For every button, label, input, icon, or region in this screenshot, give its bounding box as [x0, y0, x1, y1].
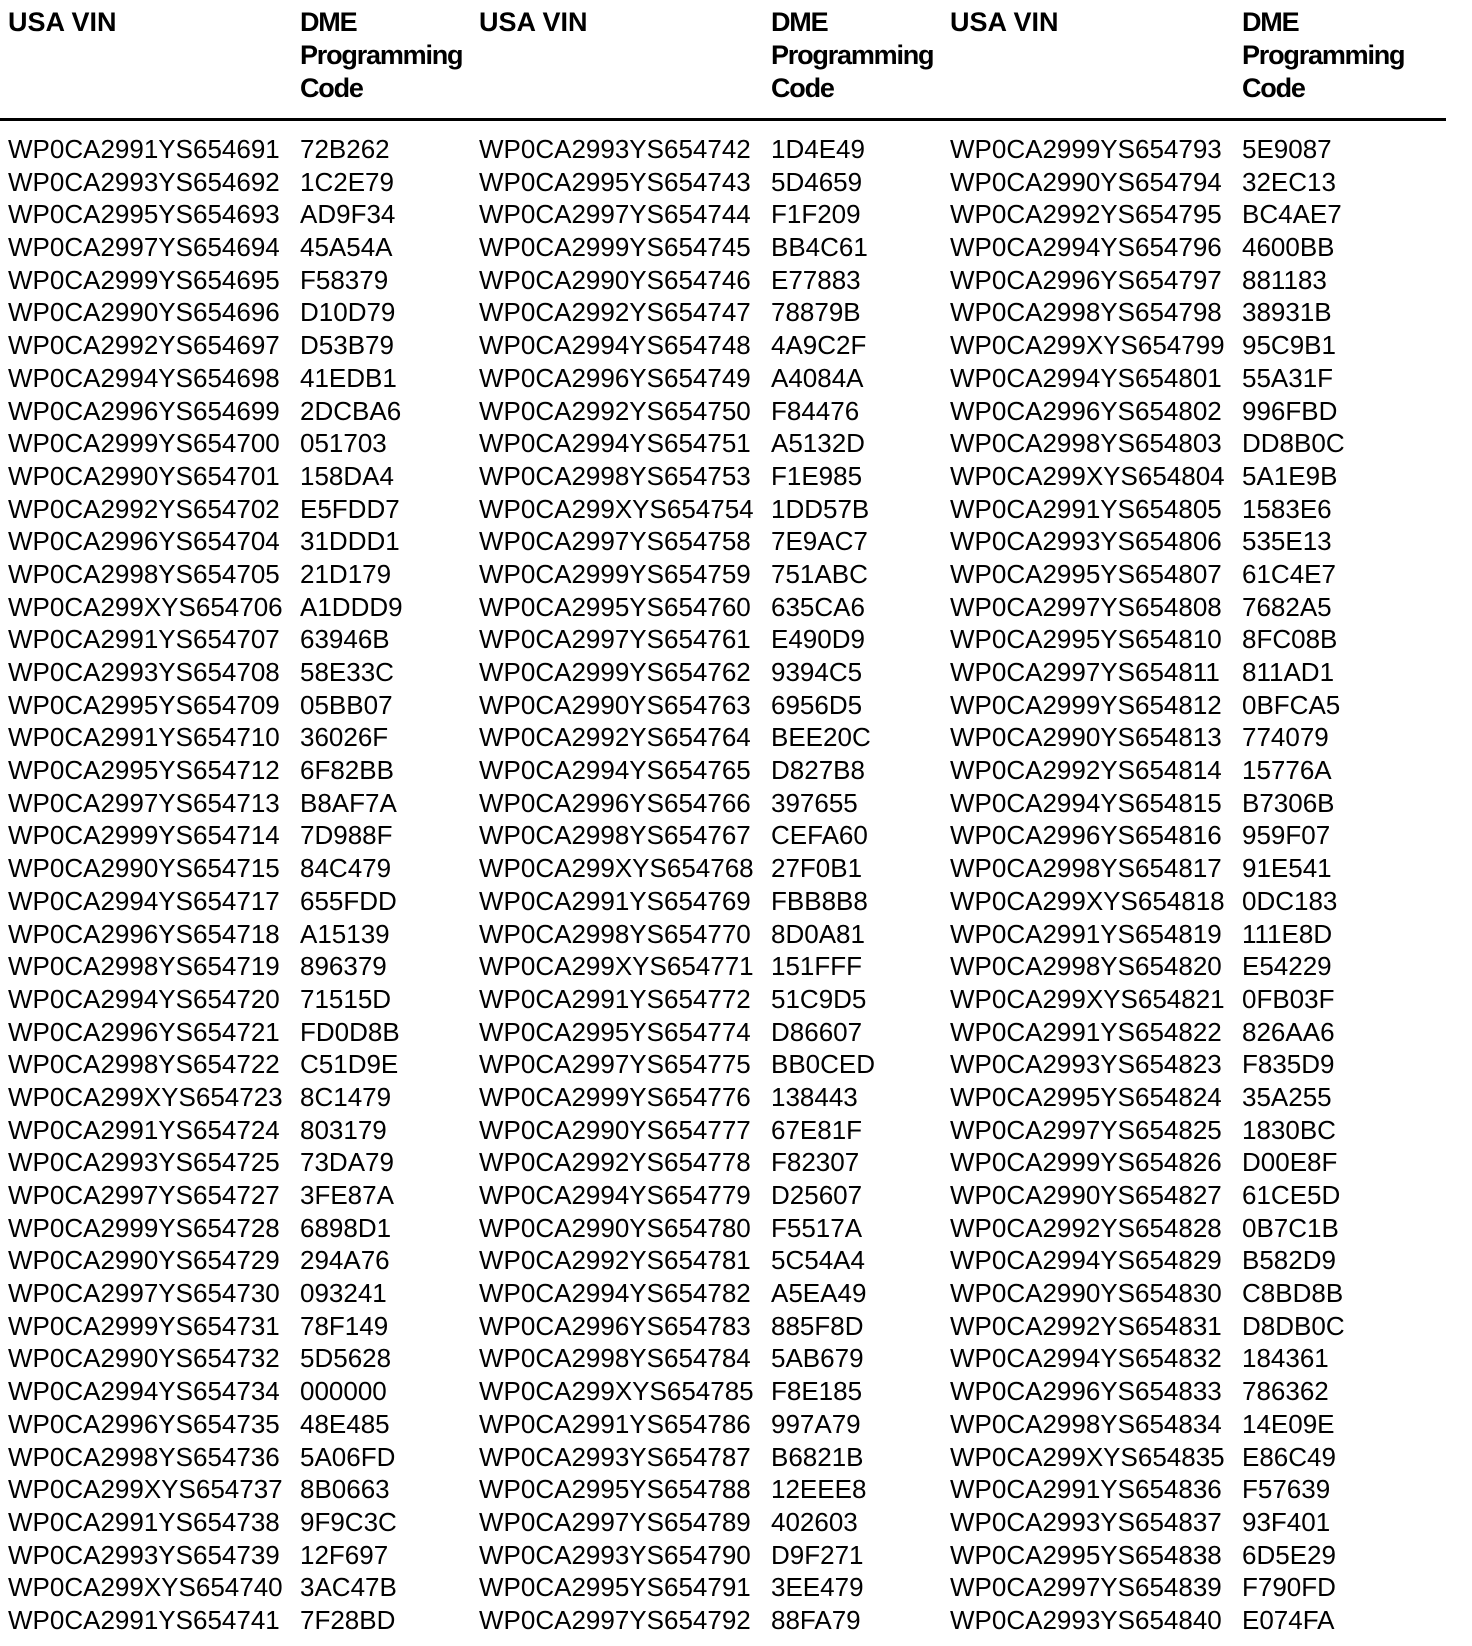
code-cell: 294A76: [300, 1245, 390, 1276]
vin-cell: WP0CA2991YS654738: [8, 1506, 280, 1537]
column-header: [471, 0, 951, 118]
vin-cell: WP0CA2999YS654700: [8, 428, 280, 459]
code-cell: 3FE87A: [300, 1180, 394, 1210]
code-cell: 000000: [300, 1376, 387, 1407]
code-cell: 78879B: [771, 297, 861, 328]
code-cell: BEE20C: [771, 722, 871, 753]
code-cell: DD8B0C: [1242, 428, 1345, 459]
vin-cell: WP0CA2993YS654837: [950, 1506, 1222, 1537]
vin-cell: WP0CA2997YS654825: [950, 1114, 1222, 1145]
column-group-1: [0, 0, 480, 1635]
code-cell: 4600BB: [1242, 232, 1335, 263]
code-cell: D8DB0C: [1242, 1310, 1345, 1341]
vin-cell: WP0CA2996YS654802: [950, 395, 1222, 426]
code-cell: 63946B: [300, 624, 390, 655]
vin-cell: WP0CA2993YS654739: [8, 1539, 280, 1570]
code-cell: D827B8: [771, 755, 865, 786]
header-rule: [0, 118, 1446, 121]
vin-cell: WP0CA2996YS654816: [950, 820, 1222, 851]
vin-cell: WP0CA2995YS654788: [479, 1474, 751, 1505]
code-cell: 73DA79: [300, 1147, 394, 1178]
code-cell: 2DCBA6: [300, 395, 402, 426]
vin-cell: WP0CA2998YS654753: [479, 460, 751, 491]
vin-cell: WP0CA2997YS654839: [950, 1572, 1222, 1603]
vin-cell: WP0CA299XYS654785: [479, 1376, 754, 1407]
code-cell: E54229: [1242, 951, 1332, 982]
vin-cell: WP0CA2992YS654750: [479, 395, 751, 426]
column-header: [942, 0, 1422, 118]
vin-cell: WP0CA2990YS654732: [8, 1343, 280, 1374]
code-cell: F82307: [771, 1147, 860, 1178]
code-cell: 0FB03F: [1242, 983, 1335, 1014]
vin-cell: WP0CA2992YS654697: [8, 330, 280, 361]
vin-cell: WP0CA2990YS654696: [8, 297, 280, 328]
vin-cell: WP0CA2990YS654729: [8, 1245, 280, 1276]
code-cell: C8BD8B: [1242, 1278, 1344, 1309]
vin-cell: WP0CA2997YS654811: [950, 657, 1220, 687]
code-cell: 31DDD1: [300, 526, 400, 557]
vin-cell: WP0CA2999YS654826: [950, 1147, 1222, 1178]
code-cell: 21D179: [300, 558, 392, 589]
vin-cell: WP0CA2995YS654838: [950, 1539, 1222, 1570]
code-cell: 51C9D5: [771, 983, 867, 1014]
vin-cell: WP0CA2995YS654774: [479, 1016, 751, 1047]
code-cell: 61CE5D: [1242, 1180, 1341, 1210]
code-cell: 1DD57B: [771, 493, 870, 524]
code-cell: 111E8D: [1242, 918, 1333, 949]
code-cell: 6898D1: [300, 1212, 392, 1243]
code-cell: 12EEE8: [771, 1474, 867, 1505]
vin-cell: WP0CA2992YS654747: [479, 297, 751, 328]
vin-cell: WP0CA2995YS654824: [950, 1081, 1222, 1112]
vin-cell: WP0CA2993YS654742: [479, 134, 751, 164]
code-cell: 138443: [771, 1081, 858, 1112]
code-cell: A4084A: [771, 362, 864, 393]
vin-cell: WP0CA2996YS654797: [950, 264, 1222, 295]
vin-cell: WP0CA2996YS654783: [479, 1310, 751, 1341]
code-cell: 803179: [300, 1114, 387, 1145]
header-line: Programming: [771, 40, 934, 70]
header-line: Code: [300, 73, 363, 103]
vin-cell: WP0CA2990YS654701: [8, 460, 280, 491]
vin-cell: WP0CA2991YS654691: [8, 134, 280, 164]
vin-cell: WP0CA299XYS654804: [950, 460, 1225, 491]
vin-cell: WP0CA299XYS654723: [8, 1081, 283, 1112]
vin-cell: WP0CA2997YS654808: [950, 591, 1222, 622]
code-cell: 27F0B1: [771, 853, 863, 884]
vin-cell: WP0CA2997YS654792: [479, 1604, 751, 1635]
code-cell: A5EA49: [771, 1278, 867, 1309]
code-cell: 05BB07: [300, 689, 393, 720]
vin-cell: WP0CA2997YS654775: [479, 1049, 751, 1080]
code-cell: BB4C61: [771, 232, 868, 263]
code-cell: E86C49: [1242, 1441, 1336, 1472]
code-cell: 826AA6: [1242, 1016, 1335, 1047]
code-cell: 6956D5: [771, 689, 863, 720]
code-cell: 9F9C3C: [300, 1506, 397, 1537]
code-cell: 7F28BD: [300, 1604, 396, 1635]
header-usa-vin: USA VIN: [479, 7, 588, 37]
code-cell: 635CA6: [771, 591, 865, 622]
code-cell: 61C4E7: [1242, 558, 1336, 589]
code-cell: 48E485: [300, 1408, 390, 1439]
vin-cell: WP0CA2990YS654830: [950, 1278, 1222, 1309]
vin-cell: WP0CA2999YS654762: [479, 657, 751, 687]
vin-cell: WP0CA2994YS654717: [8, 885, 280, 916]
vin-cell: WP0CA2995YS654709: [8, 689, 280, 720]
code-cell: 15776A: [1242, 755, 1332, 786]
vin-cell: WP0CA2998YS654798: [950, 297, 1222, 328]
code-cell: 786362: [1242, 1376, 1329, 1407]
vin-cell: WP0CA2996YS654718: [8, 918, 280, 949]
code-cell: 0DC183: [1242, 885, 1338, 916]
vin-cell: WP0CA299XYS654768: [479, 853, 754, 884]
vin-cell: WP0CA2994YS654720: [8, 983, 280, 1014]
header-usa-vin: USA VIN: [8, 7, 117, 37]
vin-cell: WP0CA2995YS654791: [479, 1572, 751, 1603]
header-usa-vin: USA VIN: [950, 7, 1059, 37]
header-line: DME: [771, 7, 828, 37]
vin-cell: WP0CA2993YS654806: [950, 526, 1222, 557]
vin-cell: WP0CA299XYS654754: [479, 493, 754, 524]
header-line: Programming: [1242, 40, 1405, 70]
header-line: Code: [771, 73, 834, 103]
code-cell: 1583E6: [1242, 493, 1332, 524]
code-cell: 67E81F: [771, 1114, 863, 1145]
code-cell: F1F209: [771, 199, 861, 230]
vin-cell: WP0CA2999YS654728: [8, 1212, 280, 1243]
vin-cell: WP0CA2991YS654772: [479, 983, 751, 1014]
vin-cell: WP0CA2993YS654692: [8, 166, 280, 197]
vin-cell: WP0CA2999YS654745: [479, 232, 751, 263]
vin-cell: WP0CA2995YS654760: [479, 591, 751, 622]
vin-cell: WP0CA2990YS654813: [950, 722, 1222, 753]
code-cell: 5D5628: [300, 1343, 392, 1374]
code-cell: 84C479: [300, 853, 392, 884]
code-cell: 5E9087: [1242, 134, 1332, 164]
code-cell: 5C54A4: [771, 1245, 865, 1276]
vin-cell: WP0CA2999YS654793: [950, 134, 1222, 164]
vin-cell: WP0CA2997YS654744: [479, 199, 751, 230]
vin-cell: WP0CA2991YS654710: [8, 722, 280, 753]
code-cell: 158DA4: [300, 460, 394, 491]
code-cell: 896379: [300, 951, 387, 982]
code-cell: 959F07: [1242, 820, 1331, 851]
header-line: DME: [1242, 7, 1299, 37]
code-cell: 5A06FD: [300, 1441, 396, 1472]
code-cell: 36026F: [300, 722, 389, 753]
code-cell: F8E185: [771, 1376, 863, 1407]
code-cell: 7682A5: [1242, 591, 1332, 622]
vin-cell: WP0CA2999YS654695: [8, 264, 280, 295]
code-cell: 8C1479: [300, 1081, 392, 1112]
code-cell: C51D9E: [300, 1049, 399, 1080]
code-cell: AD9F34: [300, 199, 396, 230]
vin-cell: WP0CA299XYS654706: [8, 591, 283, 622]
code-cell: 7E9AC7: [771, 526, 868, 557]
vin-cell: WP0CA2994YS654765: [479, 755, 751, 786]
code-cell: 72B262: [300, 134, 390, 164]
code-cell: 8D0A81: [771, 918, 865, 949]
code-cell: 9394C5: [771, 657, 863, 687]
code-cell: 1D4E49: [771, 134, 865, 164]
vin-cell: WP0CA2999YS654776: [479, 1081, 751, 1112]
code-cell: 3AC47B: [300, 1572, 397, 1603]
vin-cell: WP0CA2992YS654828: [950, 1212, 1222, 1243]
vin-cell: WP0CA2994YS654751: [479, 428, 751, 459]
code-cell: 5A1E9B: [1242, 460, 1338, 491]
code-cell: E77883: [771, 264, 861, 295]
code-cell: F5517A: [771, 1212, 863, 1243]
vin-cell: WP0CA2993YS654708: [8, 657, 280, 687]
vin-cell: WP0CA2994YS654748: [479, 330, 751, 361]
code-cell: 8B0663: [300, 1474, 390, 1505]
vin-cell: WP0CA2992YS654814: [950, 755, 1222, 786]
vin-cell: WP0CA2996YS654735: [8, 1408, 280, 1439]
code-cell: 71515D: [300, 983, 392, 1014]
vin-cell: WP0CA2991YS654819: [950, 918, 1222, 949]
code-cell: A5132D: [771, 428, 865, 459]
vin-cell: WP0CA2994YS654734: [8, 1376, 280, 1407]
vin-cell: WP0CA2998YS654767: [479, 820, 751, 851]
vin-cell: WP0CA2999YS654731: [8, 1310, 280, 1341]
code-cell: B8AF7A: [300, 787, 397, 818]
code-cell: F57639: [1242, 1474, 1331, 1505]
vin-cell: WP0CA2997YS654758: [479, 526, 751, 557]
vin-cell: WP0CA2994YS654829: [950, 1245, 1222, 1276]
vin-cell: WP0CA2994YS654832: [950, 1343, 1222, 1374]
vin-cell: WP0CA299XYS654799: [950, 330, 1225, 361]
vin-cell: WP0CA2991YS654822: [950, 1016, 1222, 1047]
vin-cell: WP0CA2997YS654694: [8, 232, 280, 263]
code-cell: 41EDB1: [300, 362, 397, 393]
vin-cell: WP0CA2997YS654730: [8, 1278, 280, 1309]
vin-cell: WP0CA2995YS654743: [479, 166, 751, 197]
code-cell: 35A255: [1242, 1081, 1332, 1112]
vin-cell: WP0CA299XYS654818: [950, 885, 1225, 916]
vin-cell: WP0CA2998YS654719: [8, 951, 280, 982]
code-cell: B6821B: [771, 1441, 864, 1472]
vin-cell: WP0CA2995YS654807: [950, 558, 1222, 589]
code-cell: 997A79: [771, 1408, 861, 1439]
code-cell: 78F149: [300, 1310, 389, 1341]
vin-cell: WP0CA2998YS654736: [8, 1441, 280, 1472]
vin-cell: WP0CA2998YS654820: [950, 951, 1222, 982]
vin-cell: WP0CA2998YS654784: [479, 1343, 751, 1374]
vin-cell: WP0CA2999YS654759: [479, 558, 751, 589]
code-cell: 6F82BB: [300, 755, 394, 786]
code-cell: 0B7C1B: [1242, 1212, 1339, 1243]
vin-cell: WP0CA2996YS654699: [8, 395, 280, 426]
code-cell: B582D9: [1242, 1245, 1336, 1276]
vin-cell: WP0CA2996YS654749: [479, 362, 751, 393]
vin-cell: WP0CA2991YS654805: [950, 493, 1222, 524]
vin-cell: WP0CA2993YS654823: [950, 1049, 1222, 1080]
code-cell: 7D988F: [300, 820, 393, 851]
code-cell: 58E33C: [300, 657, 394, 687]
header-dme-programming-code: [300, 6, 462, 105]
vin-cell: WP0CA2998YS654770: [479, 918, 751, 949]
vin-cell: WP0CA2995YS654712: [8, 755, 280, 786]
vin-cell: WP0CA2991YS654707: [8, 624, 280, 655]
code-cell: 55A31F: [1242, 362, 1334, 393]
column-group-3: [942, 0, 1422, 1635]
vin-cell: WP0CA2999YS654812: [950, 689, 1222, 720]
vin-cell: WP0CA2994YS654801: [950, 362, 1222, 393]
vin-cell: WP0CA2999YS654714: [8, 820, 280, 851]
vin-cell: WP0CA299XYS654835: [950, 1441, 1225, 1472]
code-cell: 051703: [300, 428, 387, 459]
vin-cell: WP0CA2990YS654794: [950, 166, 1222, 197]
code-cell: 535E13: [1242, 526, 1332, 557]
vin-cell: WP0CA2993YS654725: [8, 1147, 280, 1178]
code-cell: F1E985: [771, 460, 863, 491]
vin-cell: WP0CA2992YS654831: [950, 1310, 1222, 1341]
vin-cell: WP0CA2997YS654789: [479, 1506, 751, 1537]
code-cell: 4A9C2F: [771, 330, 867, 361]
code-cell: 996FBD: [1242, 395, 1338, 426]
vin-cell: WP0CA299XYS654821: [950, 983, 1225, 1014]
vin-cell: WP0CA2997YS654713: [8, 787, 280, 818]
vin-cell: WP0CA2994YS654815: [950, 787, 1222, 818]
code-cell: 14E09E: [1242, 1408, 1335, 1439]
code-cell: E074FA: [1242, 1604, 1335, 1635]
code-cell: F84476: [771, 395, 860, 426]
code-cell: 184361: [1242, 1343, 1329, 1374]
vin-cell: WP0CA2992YS654702: [8, 493, 280, 524]
vin-cell: WP0CA2996YS654766: [479, 787, 751, 818]
vin-cell: WP0CA2993YS654840: [950, 1604, 1222, 1635]
code-cell: FBB8B8: [771, 885, 868, 916]
code-cell: 3EE479: [771, 1572, 864, 1603]
code-cell: FD0D8B: [300, 1016, 400, 1047]
code-cell: 093241: [300, 1278, 387, 1309]
code-cell: 38931B: [1242, 297, 1332, 328]
vin-cell: WP0CA2994YS654782: [479, 1278, 751, 1309]
code-cell: A1DDD9: [300, 591, 403, 622]
vin-cell: WP0CA2996YS654721: [8, 1016, 280, 1047]
code-cell: F58379: [300, 264, 389, 295]
vin-cell: WP0CA2991YS654724: [8, 1114, 280, 1145]
vin-cell: WP0CA2990YS654715: [8, 853, 280, 884]
vin-cell: WP0CA2991YS654741: [8, 1604, 280, 1635]
vin-cell: WP0CA299XYS654771: [479, 951, 754, 982]
column-header: [0, 0, 480, 118]
vin-cell: WP0CA2996YS654704: [8, 526, 280, 557]
code-cell: 1C2E79: [300, 166, 394, 197]
code-cell: 91E541: [1242, 853, 1332, 884]
code-cell: 8FC08B: [1242, 624, 1338, 655]
code-cell: 93F401: [1242, 1506, 1331, 1537]
vin-cell: WP0CA2998YS654705: [8, 558, 280, 589]
code-cell: 751ABC: [771, 558, 868, 589]
code-cell: D25607: [771, 1180, 863, 1210]
code-cell: 32EC13: [1242, 166, 1336, 197]
column-group-2: [471, 0, 951, 1635]
code-cell: 5AB679: [771, 1343, 864, 1374]
code-cell: 402603: [771, 1506, 858, 1537]
code-cell: 12F697: [300, 1539, 389, 1570]
code-cell: BB0CED: [771, 1049, 876, 1080]
vin-cell: WP0CA2990YS654827: [950, 1180, 1222, 1210]
vin-cell: WP0CA2992YS654764: [479, 722, 751, 753]
code-cell: D9F271: [771, 1539, 864, 1570]
code-cell: D10D79: [300, 297, 396, 328]
header-line: Programming: [300, 40, 463, 70]
vin-cell: WP0CA2998YS654834: [950, 1408, 1222, 1439]
vin-cell: WP0CA2998YS654817: [950, 853, 1222, 884]
code-cell: CEFA60: [771, 820, 868, 851]
code-cell: 88FA79: [771, 1604, 861, 1635]
vin-cell: WP0CA2994YS654698: [8, 362, 280, 393]
code-cell: E5FDD7: [300, 493, 400, 524]
vin-cell: WP0CA2991YS654786: [479, 1408, 751, 1439]
vin-cell: WP0CA2998YS654803: [950, 428, 1222, 459]
code-cell: 6D5E29: [1242, 1539, 1336, 1570]
code-cell: 5D4659: [771, 166, 863, 197]
vin-cell: WP0CA2990YS654763: [479, 689, 751, 720]
header-dme-programming-code: [771, 6, 933, 105]
code-cell: 45A54A: [300, 232, 393, 263]
vin-cell: WP0CA2990YS654780: [479, 1212, 751, 1243]
code-cell: 774079: [1242, 722, 1329, 753]
header-line: DME: [300, 7, 357, 37]
vin-cell: WP0CA2995YS654693: [8, 199, 280, 230]
vin-cell: WP0CA299XYS654737: [8, 1474, 283, 1505]
vin-cell: WP0CA2994YS654796: [950, 232, 1222, 263]
vin-cell: WP0CA2994YS654779: [479, 1180, 751, 1210]
code-cell: A15139: [300, 918, 390, 949]
vin-cell: WP0CA2990YS654746: [479, 264, 751, 295]
vin-cell: WP0CA299XYS654740: [8, 1572, 283, 1603]
vin-cell: WP0CA2998YS654722: [8, 1049, 280, 1080]
code-cell: D86607: [771, 1016, 863, 1047]
vin-cell: WP0CA2997YS654727: [8, 1180, 280, 1210]
code-cell: 655FDD: [300, 885, 397, 916]
vin-cell: WP0CA2990YS654777: [479, 1114, 751, 1145]
code-cell: B7306B: [1242, 787, 1335, 818]
vin-cell: WP0CA2991YS654769: [479, 885, 751, 916]
code-cell: 811AD1: [1242, 657, 1335, 687]
vin-cell: WP0CA2993YS654787: [479, 1441, 751, 1472]
code-cell: D53B79: [300, 330, 394, 361]
vin-cell: WP0CA2993YS654790: [479, 1539, 751, 1570]
code-cell: D00E8F: [1242, 1147, 1338, 1178]
code-cell: 151FFF: [771, 951, 863, 982]
header-dme-programming-code: [1242, 6, 1404, 105]
code-cell: 397655: [771, 787, 858, 818]
vin-cell: WP0CA2997YS654761: [479, 624, 751, 655]
vin-cell: WP0CA2992YS654781: [479, 1245, 751, 1276]
header-line: Code: [1242, 73, 1305, 103]
code-cell: 885F8D: [771, 1310, 864, 1341]
vin-cell: WP0CA2992YS654795: [950, 199, 1222, 230]
vin-cell: WP0CA2995YS654810: [950, 624, 1222, 655]
code-cell: F835D9: [1242, 1049, 1335, 1080]
code-cell: 95C9B1: [1242, 330, 1336, 361]
vin-cell: WP0CA2996YS654833: [950, 1376, 1222, 1407]
code-cell: BC4AE7: [1242, 199, 1342, 230]
vin-cell: WP0CA2991YS654836: [950, 1474, 1222, 1505]
code-cell: 1830BC: [1242, 1114, 1336, 1145]
code-cell: E490D9: [771, 624, 865, 655]
code-cell: 0BFCA5: [1242, 689, 1341, 720]
vin-cell: WP0CA2992YS654778: [479, 1147, 751, 1178]
code-cell: 881183: [1242, 264, 1327, 295]
code-cell: F790FD: [1242, 1572, 1336, 1603]
